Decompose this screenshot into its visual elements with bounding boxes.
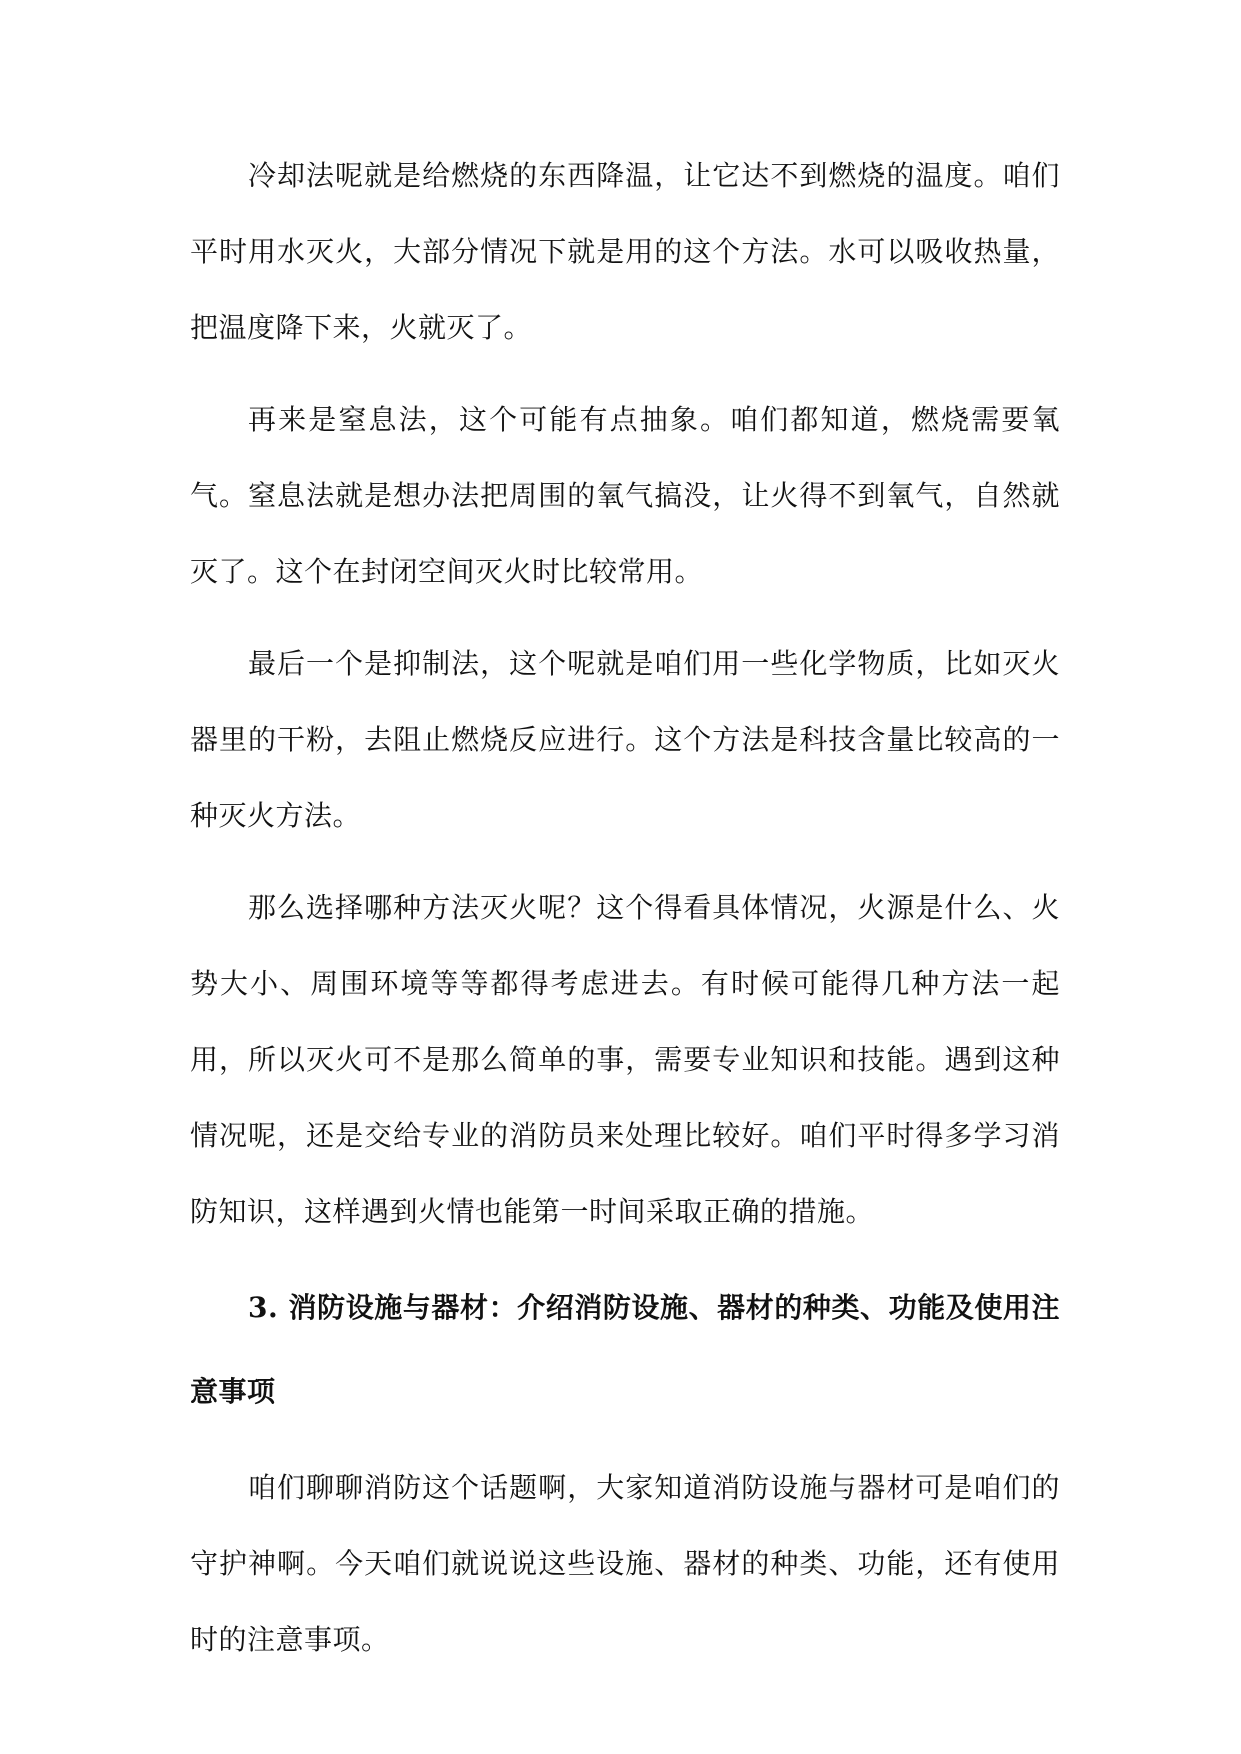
paragraph-method-selection: 那么选择哪种方法灭火呢？这个得看具体情况，火源是什么、火势大小、周围环境等等都得考虑进去。有时候可能得几种方法一起用，所以灭火可不是那么简单的事，需要专业知识和技能。遇到这种情况呢，还是交给专业的消防员来处理比较好。咱们平时得多学习消防知识，这样遇到火情也能第一时间采取正确的措施。 bbox=[190, 891, 1060, 1228]
paragraph-cooling-method: 冷却法呢就是给燃烧的东西降温，让它达不到燃烧的温度。咱们平时用水灭火，大部分情况下就是用的这个方法。水可以吸收热量，把温度降下来，火就灭了。 bbox=[190, 159, 1060, 344]
paragraph-facilities-intro: 咱们聊聊消防这个话题啊，大家知道消防设施与器材可是咱们的守护神啊。今天咱们就说说这些设施、器材的种类、功能，还有使用时的注意事项。 bbox=[190, 1471, 1060, 1656]
paragraph-smothering-method: 再来是窒息法，这个可能有点抽象。咱们都知道，燃烧需要氧气。窒息法就是想办法把周围的氧气搞没，让火得不到氧气，自然就灭了。这个在封闭空间灭火时比较常用。 bbox=[190, 403, 1060, 588]
paragraph-inhibition-method: 最后一个是抑制法，这个呢就是咱们用一些化学物质，比如灭火器里的干粉，去阻止燃烧反应进行。这个方法是科技含量比较高的一种灭火方法。 bbox=[190, 647, 1060, 832]
document-page bbox=[190, 138, 1060, 1694]
section-heading: 3. 消防设施与器材：介绍消防设施、器材的种类、功能及使用注意事项 bbox=[190, 1291, 1060, 1408]
